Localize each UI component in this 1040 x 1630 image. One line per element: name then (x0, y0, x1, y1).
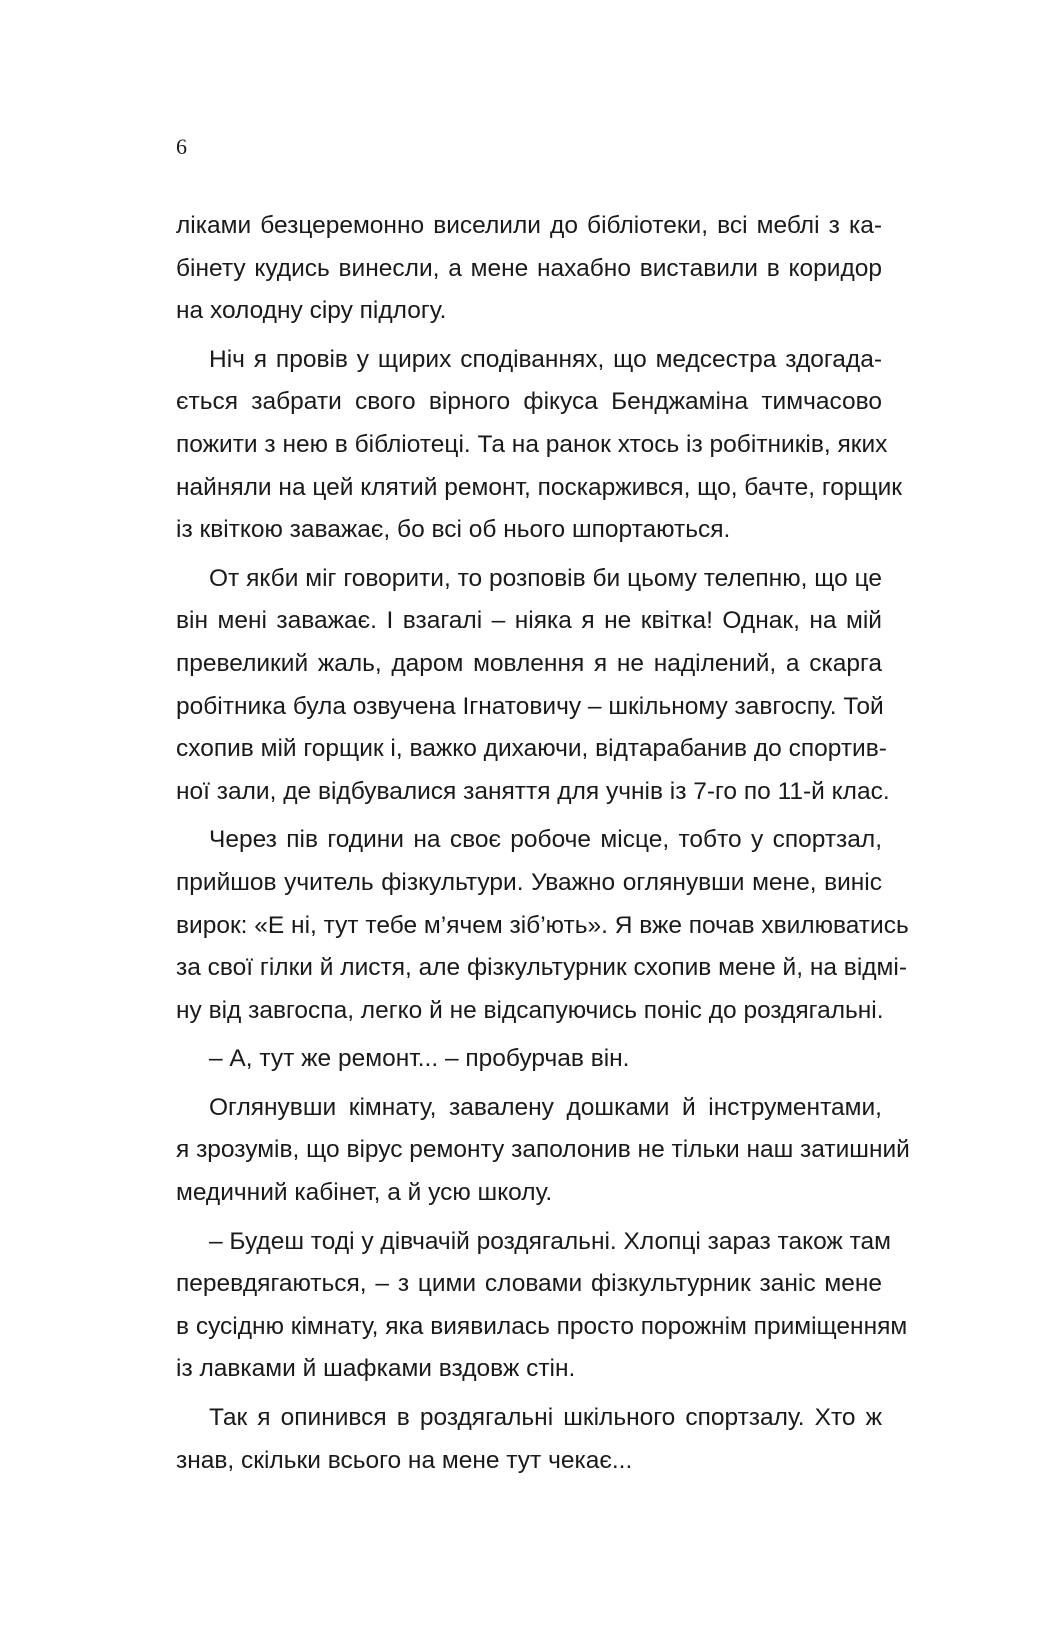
paragraph (176, 339, 903, 552)
paragraph (176, 1038, 882, 1081)
text-line: превеликий жаль, даром мовлення я не наділений, а скарга (176, 649, 882, 677)
text-line: бінету кудись винесли, а мене нахабно виставили в коридор (176, 254, 882, 282)
text-line: із лавками й шафками вздовж стін. (176, 1355, 576, 1383)
text-line: Оглянувши кімнату, завалену дошками й інструментами, (209, 1093, 882, 1121)
paragraph (176, 819, 909, 1032)
body-text (176, 205, 910, 1482)
text-line: найняли на цей клятий ремонт, поскаржився, що, бачте, горщик (176, 473, 903, 501)
text-line: – Будеш тоді у дівчачій роздягальні. Хлопці зараз також там (209, 1227, 892, 1255)
text-line: Так я опинився в роздягальні шкільного спортзалу. Хто ж (209, 1404, 882, 1432)
text-line: за свої гілки й листя, але фізкультурник схопив мене й, на відмі- (176, 954, 908, 982)
paragraph (176, 558, 890, 814)
text-line: – А, тут же ремонт... – пробурчав він. (209, 1045, 630, 1073)
paragraph (176, 1397, 882, 1482)
paragraph (176, 1087, 910, 1215)
text-line: вирок: «Е ні, тут тебе м’ячем зіб’ють». Я вже почав хвилюватись (176, 911, 909, 939)
text-line: Через пів години на своє робоче місце, тобто у спортзал, (209, 826, 882, 854)
text-line: із квіткою заважає, бо всі об нього шпортаються. (176, 516, 731, 544)
text-line: прийшов учитель фізкультури. Уважно оглянувши мене, виніс (176, 868, 882, 896)
text-line: ліками безцеремонно виселили до бібліотеки, всі меблі з ка- (176, 212, 882, 239)
text-line: От якби міг говорити, то розповів би цьому телепню, що це (209, 564, 882, 592)
text-line: в сусідню кімнату, яка виявилась просто порожнім приміщенням (176, 1312, 908, 1340)
paragraph (176, 205, 882, 333)
text-line: знав, скільки всього на мене тут чекає... (176, 1446, 633, 1474)
text-line: ну від завгоспа, легко й не відсапуючись поніс до роздягальні. (176, 996, 884, 1024)
text-line: ної зали, де відбувалися заняття для учнів із 7-го по 11-й клас. (176, 777, 890, 805)
text-line: перевдягаються, – з цими словами фізкультурник заніс мене (176, 1270, 882, 1298)
text-line: я зрозумів, що вірус ремонту заполонив не тільки наш затишний (176, 1136, 910, 1164)
paragraph (176, 1221, 908, 1391)
text-line: Ніч я провів у щирих сподіваннях, що медсестра здогада- (209, 345, 882, 373)
text-line: робітника була озвучена Ігнатовичу – шкільному завгоспу. Той (176, 692, 884, 720)
text-line: пожити з нею в бібліотеці. Та на ранок хтось із робітників, яких (176, 430, 888, 458)
text-line: на холодну сіру підлогу. (176, 297, 447, 325)
text-line: схопив мій горщик і, важко дихаючи, відтарабанив до спортив- (176, 735, 887, 763)
text-line: він мені заважає. І взагалі – ніяка я не квітка! Однак, на мій (176, 607, 882, 635)
text-line: ється забрати свого вірного фікуса Бенджаміна тимчасово (176, 388, 882, 416)
page-number: 6 (176, 134, 187, 159)
text-line: медичний кабінет, а й усю школу. (176, 1179, 553, 1207)
